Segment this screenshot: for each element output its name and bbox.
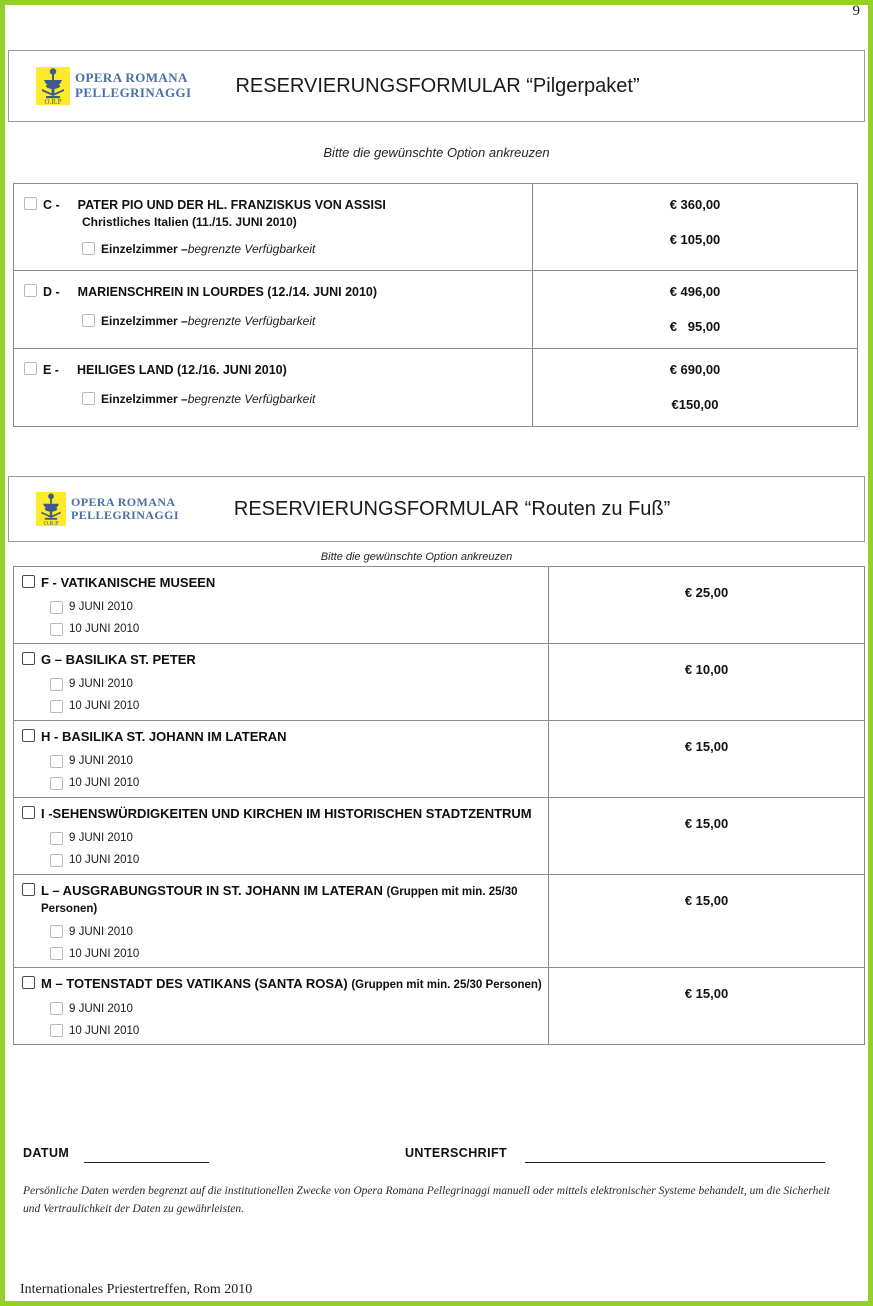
option-h-date-2-label: 10 JUNI 2010 — [69, 777, 140, 790]
option-d-checkbox[interactable] — [24, 284, 37, 297]
table-row — [14, 348, 858, 426]
option-d-description — [14, 270, 533, 348]
option-d-prices — [533, 270, 858, 348]
option-i-date-1-checkbox[interactable] — [50, 832, 63, 845]
option-i-date-2-checkbox[interactable] — [50, 854, 63, 867]
option-i-date-1-label: 9 JUNI 2010 — [69, 832, 133, 845]
section2-title: RESERVIERUNGSFORMULAR “Routen zu Fuß” — [233, 497, 671, 520]
option-i-price: € 15,00 — [684, 815, 729, 831]
option-c-single-room-note: begrenzte Verfügbarkeit — [187, 241, 316, 256]
option-m-checkbox[interactable] — [22, 976, 35, 989]
option-i-date-2-label: 10 JUNI 2010 — [69, 854, 140, 867]
option-c-price-single: € 105,00 — [669, 232, 721, 247]
option-l-description — [14, 874, 549, 968]
option-g-label: G – BASILIKA ST. PETER — [41, 651, 196, 667]
table-row — [14, 270, 858, 348]
table-row — [14, 874, 865, 968]
option-m-date-2-checkbox[interactable] — [50, 1024, 63, 1037]
section2-header-box — [8, 476, 865, 542]
logo-line-2: PELLEGRINAGGI — [71, 508, 179, 522]
option-c-title: PATER PIO UND DER HL. FRANZISKUS VON ASSISI — [77, 198, 386, 212]
option-h-price: € 15,00 — [684, 738, 729, 754]
table-row — [14, 567, 865, 644]
orp-crest-icon — [36, 492, 66, 526]
section1-instruction: Bitte die gewünschte Option ankreuzen — [323, 145, 550, 160]
option-f-label: F - VATIKANISCHE MUSEEN — [41, 575, 216, 590]
option-h-date-2-checkbox[interactable] — [50, 777, 63, 790]
table-row — [14, 184, 858, 271]
option-e-price-single: €150,00 — [671, 396, 719, 412]
unterschrift-input-line[interactable] — [525, 1162, 825, 1163]
option-d-single-room-checkbox[interactable] — [82, 314, 95, 327]
svg-text:O.R.P: O.R.P — [44, 98, 62, 105]
option-l-price-cell — [549, 874, 865, 968]
option-i-price-cell — [549, 797, 865, 874]
option-e-single-room-checkbox[interactable] — [82, 392, 95, 405]
option-e-checkbox[interactable] — [24, 362, 37, 375]
option-h-description — [14, 720, 549, 797]
option-f-date-1-label: 9 JUNI 2010 — [69, 601, 133, 614]
option-f-checkbox[interactable] — [22, 575, 35, 588]
option-m-description — [14, 968, 549, 1045]
option-c-checkbox[interactable] — [24, 197, 37, 210]
option-c-description — [14, 184, 533, 271]
option-g-description — [14, 643, 549, 720]
option-l-price: € 15,00 — [684, 892, 729, 908]
option-f-date-1-checkbox[interactable] — [50, 601, 63, 614]
orp-logo-secondary — [36, 492, 179, 526]
table-row — [14, 968, 865, 1045]
routen-zu-fuss-table — [13, 566, 865, 1045]
option-e-letter: E - — [43, 362, 59, 377]
option-m-date-1-checkbox[interactable] — [50, 1002, 63, 1015]
option-m-price-cell — [549, 968, 865, 1045]
section2-instruction: Bitte die gewünschte Option ankreuzen — [320, 551, 513, 563]
option-c-prices — [533, 184, 858, 271]
option-d-single-room-label: Einzelzimmer – — [101, 313, 188, 328]
option-d-single-room-note: begrenzte Verfügbarkeit — [187, 313, 316, 328]
option-e-price-main: € 690,00 — [669, 361, 721, 377]
option-i-label: I -SEHENSWÜRDIGKEITEN UND KIRCHEN IM HISTORISCHEN STADTZENTRUM — [41, 805, 532, 821]
unterschrift-label: UNTERSCHRIFT — [405, 1146, 508, 1160]
option-l-label: L – AUSGRABUNGSTOUR IN ST. JOHANN IM LATERAN — [41, 882, 387, 898]
option-c-single-room-checkbox[interactable] — [82, 242, 95, 255]
option-f-date-2-checkbox[interactable] — [50, 623, 63, 636]
option-m-date-2-label: 10 JUNI 2010 — [69, 1024, 140, 1037]
option-i-checkbox[interactable] — [22, 806, 35, 819]
option-c-letter: C - — [43, 198, 60, 212]
option-c-subtitle: Christliches Italien (11./15. JUNI 2010) — [82, 214, 297, 229]
signature-row — [5, 1146, 868, 1168]
option-f-date-2-label: 10 JUNI 2010 — [69, 623, 140, 636]
logo-line-2: PELLEGRINAGGI — [75, 85, 192, 100]
option-f-price-cell — [549, 567, 865, 644]
option-h-date-1-checkbox[interactable] — [50, 755, 63, 768]
option-g-checkbox[interactable] — [22, 652, 35, 665]
logo-line-1: OPERA ROMANA — [71, 494, 176, 509]
option-e-single-room-label: Einzelzimmer – — [101, 391, 188, 406]
table-row — [14, 797, 865, 874]
orp-crest-icon — [36, 67, 70, 105]
option-m-price: € 15,00 — [684, 986, 729, 1002]
svg-text:O.R.P: O.R.P — [43, 520, 59, 526]
option-d-letter: D - — [43, 284, 60, 299]
option-m-label: M – TOTENSTADT DES VATIKANS (SANTA ROSA) — [41, 976, 352, 992]
option-c-single-room-label: Einzelzimmer – — [101, 241, 188, 256]
option-l-date-1-checkbox[interactable] — [50, 925, 63, 938]
option-g-date-2-checkbox[interactable] — [50, 700, 63, 713]
option-d-price-single: € 95,00 — [669, 318, 721, 334]
option-m-date-1-label: 9 JUNI 2010 — [69, 1002, 133, 1015]
option-g-price-cell — [549, 643, 865, 720]
option-e-title: HEILIGES LAND (12./16. JUNI 2010) — [76, 362, 287, 377]
option-l-note: (Gruppen mit min. 25/30 Personen) — [41, 885, 518, 915]
option-l-date-1-label: 9 JUNI 2010 — [69, 925, 133, 938]
datum-label: DATUM — [23, 1146, 70, 1160]
section1-title: RESERVIERUNGSFORMULAR “Pilgerpaket” — [235, 74, 640, 97]
option-c-price-main: € 360,00 — [669, 197, 721, 212]
option-d-title: MARIENSCHREIN IN LOURDES (12./14. JUNI 2010) — [77, 284, 378, 299]
option-f-description — [14, 567, 549, 644]
option-l-date-2-checkbox[interactable] — [50, 947, 63, 960]
option-h-label: H - BASILIKA ST. JOHANN IM LATERAN — [41, 728, 287, 744]
option-g-date-1-label: 9 JUNI 2010 — [69, 678, 133, 691]
footer-note: Internationales Priestertreffen, Rom 2010 — [20, 1282, 253, 1297]
option-e-description — [14, 348, 533, 426]
datum-input-line[interactable] — [84, 1162, 209, 1163]
option-m-note: (Gruppen mit min. 25/30 Personen) — [351, 979, 542, 992]
option-g-price: € 10,00 — [684, 661, 729, 677]
option-h-price-cell — [549, 720, 865, 797]
option-h-checkbox[interactable] — [22, 729, 35, 742]
option-e-single-room-note: begrenzte Verfügbarkeit — [187, 391, 316, 406]
option-d-price-main: € 496,00 — [669, 283, 721, 299]
privacy-notice: Persönliche Daten werden begrenzt auf die institutionellen Zwecke von Opera Romana Pellegrinaggi manuell oder mittels elektronischer Systeme behandelt, um die Sicherheit und Vertraulichkeit der Daten zu gewährleisten. — [23, 1185, 830, 1215]
option-f-price: € 25,00 — [684, 585, 729, 600]
section1-header-box — [8, 50, 865, 122]
table-row — [14, 643, 865, 720]
option-g-date-2-label: 10 JUNI 2010 — [69, 700, 140, 713]
option-l-date-2-label: 10 JUNI 2010 — [69, 947, 140, 960]
logo-line-1: OPERA ROMANA — [75, 70, 188, 86]
option-l-checkbox[interactable] — [22, 883, 35, 896]
option-g-date-1-checkbox[interactable] — [50, 678, 63, 691]
option-h-date-1-label: 9 JUNI 2010 — [69, 755, 133, 768]
page-number: 9 — [852, 3, 860, 19]
option-i-description — [14, 797, 549, 874]
pilgerpaket-table — [13, 183, 858, 427]
table-row — [14, 720, 865, 797]
orp-logo — [36, 67, 191, 105]
option-e-prices — [533, 348, 858, 426]
